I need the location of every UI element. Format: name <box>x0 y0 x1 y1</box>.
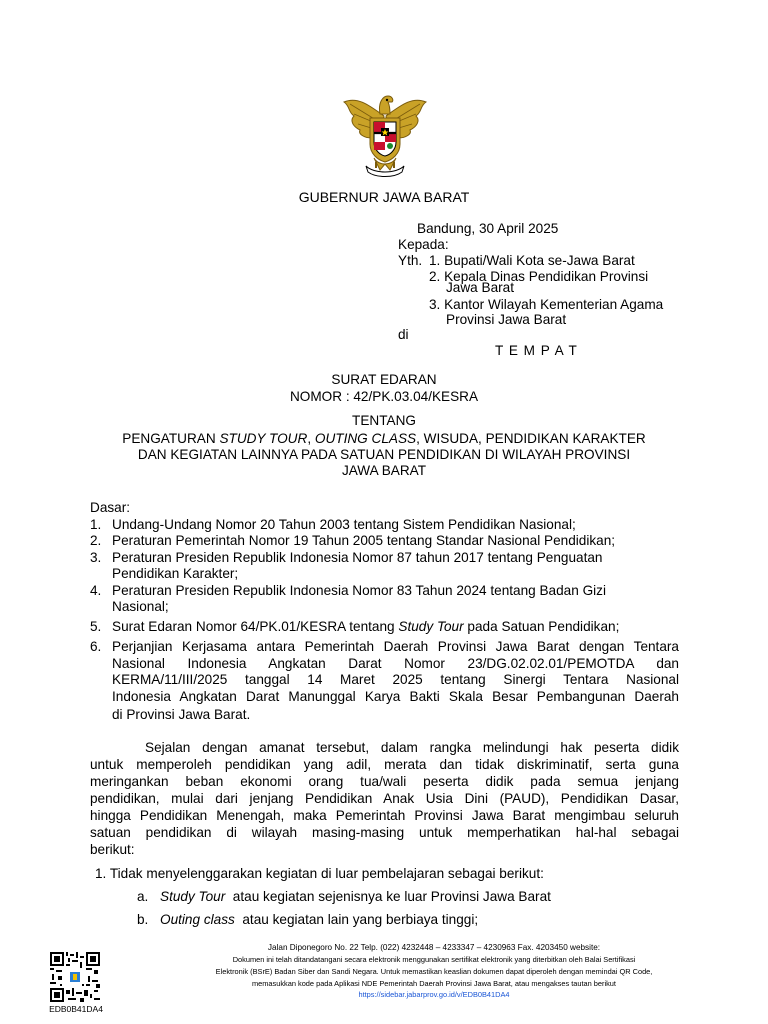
list-item-cont: Pendidikan Karakter; <box>112 566 239 581</box>
list-item-num: 3. <box>90 550 102 565</box>
list-item: Perjanjian Kerjasama antara Pemerintah Daerah Provinsi Jawa Barat dengan Tentara <box>112 639 679 654</box>
list-item-cont: Indonesia Angkatan Darat Manunggal Karya Bakti Skala Besar Pembangunan Daerah <box>112 689 679 704</box>
subject-line-3: JAWA BARAT <box>341 463 427 478</box>
office-title: GUBERNUR JAWA BARAT <box>298 189 470 205</box>
point-a: Study Tour atau kegiatan sejenisnya ke luar Provinsi Jawa Barat <box>160 889 551 904</box>
di-label: di <box>398 327 409 342</box>
point-b: Outing class atau kegiatan lain yang berbiaya tinggi; <box>160 912 479 927</box>
footer-signature-note: memasukkan kode pada Aplikasi NDE Pemerintah Daerah Provinsi Jawa Barat, atau mengakses tautan berikut <box>252 979 616 988</box>
list-item: Peraturan Presiden Republik Indonesia Nomor 87 tahun 2017 tentang Penguatan <box>112 550 603 565</box>
list-item-num: 6. <box>90 639 102 654</box>
point-b-label: b. <box>137 912 149 927</box>
list-item-num: 2. <box>90 533 102 548</box>
garuda-emblem-icon <box>340 88 430 180</box>
list-item-cont: KERMA/11/III/2025 tanggal 14 Maret 2025 tentang Sinergi Tentara Nasional <box>112 672 679 687</box>
list-item-num: 1. <box>90 517 102 532</box>
footer-signature-note: Dokumen ini telah ditandatangani secara elektronik menggunakan sertifikat elektronik yang diterbitkan oleh Balai Sertifikasi <box>232 955 636 964</box>
list-item: Undang-Undang Nomor 20 Tahun 2003 tentang Sistem Pendidikan Nasional; <box>112 517 576 532</box>
verification-link[interactable]: https://sidebar.jabarprov.go.id/v/EDB0B41DA4 <box>358 990 510 999</box>
paragraph-line: untuk memperoleh pendidikan yang adil, merata dan tidak diskriminatif, serta guna <box>90 757 679 772</box>
yth-label: Yth. <box>398 253 423 268</box>
list-item: Peraturan Presiden Republik Indonesia Nomor 83 Tahun 2024 tentang Badan Gizi <box>112 583 606 598</box>
list-item-cont: di Provinsi Jawa Barat. <box>112 707 251 722</box>
recipient-2-cont: Jawa Barat <box>446 280 515 295</box>
recipient-2: 2. Kepala Dinas Pendidikan Provinsi <box>429 269 649 284</box>
document-type: SURAT EDARAN <box>331 372 437 387</box>
to-label: Kepada: <box>398 237 449 252</box>
footer-signature-note: Elektronik (BSrE) Badan Siber dan Sandi Negara. Untuk memastikan keaslian dokumen dapat diperoleh dengan memindai QR Code, <box>215 967 653 976</box>
paragraph-line: pendidikan, mulai dari jenjang Pendidikan Anak Usia Dini (PAUD), Pendidikan Dasar, <box>90 791 679 806</box>
tentang-label: TENTANG <box>352 413 416 428</box>
list-item-num: 4. <box>90 583 102 598</box>
footer-address: Jalan Diponegoro No. 22 Telp. (022) 4232448 – 4233347 – 4230963 Fax. 4203450 website: <box>267 943 601 952</box>
paragraph-line: meringankan beban ekonomi orang tua/wali peserta didik pada semua jenjang <box>90 774 679 789</box>
subject-line-1: PENGATURAN STUDY TOUR, OUTING CLASS, WISUDA, PENDIDIKAN KARAKTER <box>122 431 646 446</box>
list-item-cont: Nasional; <box>112 599 169 614</box>
recipient-3-cont: Provinsi Jawa Barat <box>446 312 567 327</box>
qr-code-icon <box>50 952 100 1002</box>
list-item-cont: Nasional Indonesia Angkatan Darat Nomor 23/DG.02.02.01/PEMOTDA dan <box>112 656 679 671</box>
list-item-num: 5. <box>90 619 102 634</box>
document-number: NOMOR : 42/PK.03.04/KESRA <box>289 389 479 404</box>
qr-code-label: EDB0B41DA4 <box>49 1004 103 1014</box>
paragraph-line: berikut: <box>90 842 135 857</box>
tempat-label: T E M P A T <box>495 343 578 358</box>
point-a-label: a. <box>137 889 149 904</box>
place-date: Bandung, 30 April 2025 <box>417 221 559 236</box>
recipient-3: 3. Kantor Wilayah Kementerian Agama <box>429 297 664 312</box>
paragraph-line: satuan pendidikan di wilayah masing-masing untuk memperhatikan hal-hal sebagai <box>90 825 679 840</box>
subject-line-2: DAN KEGIATAN LAINNYA PADA SATUAN PENDIDIKAN DI WILAYAH PROVINSI <box>137 447 631 462</box>
paragraph-line: hingga Pendidikan Menengah, maka Pemerintah Provinsi Jawa Barat mengimbau seluruh <box>90 808 679 823</box>
list-item: Surat Edaran Nomor 64/PK.01/KESRA tentang Study Tour pada Satuan Pendidikan; <box>112 619 620 634</box>
dasar-label: Dasar: <box>90 500 131 515</box>
point-1: 1. Tidak menyelenggarakan kegiatan di luar pembelajaran sebagai berikut: <box>95 866 544 881</box>
recipient-1: 1. Bupati/Wali Kota se-Jawa Barat <box>429 253 635 268</box>
paragraph-line: Sejalan dengan amanat tersebut, dalam rangka melindungi hak peserta didik <box>145 740 679 755</box>
list-item: Peraturan Pemerintah Nomor 19 Tahun 2005 tentang Standar Nasional Pendidikan; <box>112 533 616 548</box>
